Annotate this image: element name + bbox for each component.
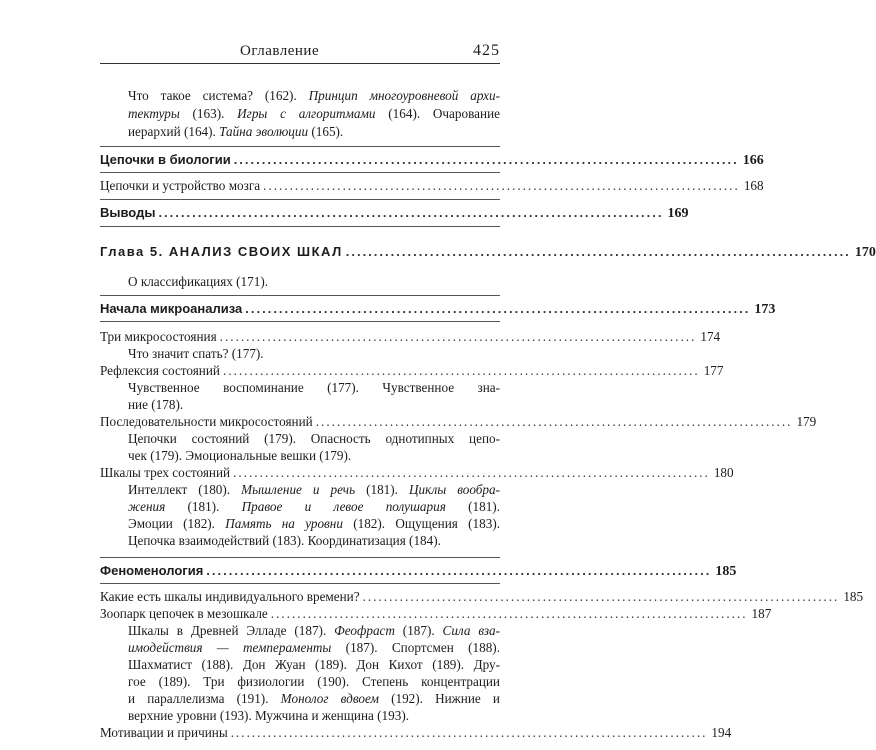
toc-text-line [128, 707, 500, 725]
toc-title: Мотивации и причины [100, 725, 228, 740]
toc-entry-individual-time[interactable]: Какие есть шкалы индивидуального времени? .......................................................................................... 185 [100, 589, 864, 604]
toc-title: Зоопарк цепочек в мезошкале [100, 606, 268, 621]
toc-title: Три микросостояния [100, 329, 217, 344]
text-run: (182). Ощущения (183). [342, 516, 501, 531]
text-run: Шкалы в Древней Элладе (187). [128, 623, 335, 638]
italic-text: Феофраст [334, 623, 395, 638]
toc-entry-three-scales[interactable]: Шкалы трех состояний .......................................................................................... 180 [100, 465, 734, 480]
toc-section-phenomenology[interactable]: Феноменология .......................................................................................... 185 [100, 563, 737, 579]
toc-entry-sequences[interactable]: Последовательности микросостояний .......................................................................................... 179 [100, 414, 817, 429]
toc-title: Выводы [100, 205, 156, 220]
section-rule [100, 321, 500, 322]
toc-section-chains-biology[interactable]: Цепочки в биологии .......................................................................................... 166 [100, 152, 764, 168]
section-rule [100, 295, 500, 296]
page-number: 425 [473, 42, 500, 59]
toc-page: 169 [667, 206, 689, 221]
text-run: Чувственное воспоминание (177). Чувственное зна- [128, 380, 500, 395]
section-rule [100, 226, 500, 227]
section-rule [100, 172, 500, 173]
toc-title: Шкалы трех состояний [100, 465, 231, 480]
text-run: Эмоции (182). [128, 516, 226, 531]
toc-text-line [128, 481, 500, 499]
text-run: (192). Нижние и [378, 691, 500, 706]
toc-text-line [128, 622, 500, 640]
text-run: Что такое система? (162). [128, 88, 309, 103]
toc-chapter-5[interactable]: Глава 5. АНАЛИЗ СВОИХ ШКАЛ .......................................................................................... 170 [100, 244, 876, 260]
text-run: (165). [308, 124, 344, 139]
toc-text-line [128, 656, 500, 674]
italic-text: тектуры [128, 106, 180, 121]
toc-page: 179 [796, 414, 817, 429]
toc-entry-motivations[interactable]: Мотивации и причины .......................................................................................... 194 [100, 725, 732, 740]
toc-text-line [128, 123, 500, 141]
text-run: иерархий (164). [128, 124, 220, 139]
italic-text: Тайна эволюции [219, 124, 309, 139]
toc-title: Начала микроанализа [100, 301, 243, 316]
toc-page: 174 [700, 329, 721, 344]
toc-text-line [128, 87, 500, 105]
toc-page: 166 [742, 153, 764, 168]
text-run: (164). Очарование [375, 106, 500, 121]
toc-text-line [128, 515, 500, 533]
italic-text: Принцип многоуровневой архи- [308, 88, 500, 103]
text-run: (187). [394, 623, 443, 638]
toc-section-conclusions[interactable]: Выводы .......................................................................................... 169 [100, 205, 689, 221]
text-run: ние (178). [128, 397, 184, 412]
toc-text-line [128, 498, 500, 516]
toc-title: Рефлексия состояний [100, 363, 220, 378]
toc-page: 180 [713, 465, 734, 480]
italic-text: Сила вза- [442, 623, 500, 638]
toc-title: Феноменология [100, 563, 204, 578]
text-run: (163). [179, 106, 238, 121]
toc-page: 177 [703, 363, 724, 378]
toc-text-line [128, 379, 500, 397]
italic-text: имодействия — темпераменты [128, 640, 332, 655]
italic-text: Игры с алгоритмами [237, 106, 376, 121]
text-run: Интеллект (180). [128, 482, 242, 497]
toc-page: 173 [754, 302, 776, 317]
text-run: Цепочка взаимодействий (183). Координатизация (184). [128, 533, 441, 548]
running-head-title: Оглавление [240, 43, 320, 59]
toc-entry-reflection[interactable]: Рефлексия состояний .......................................................................................... 177 [100, 363, 724, 378]
italic-text: Циклы вообра- [408, 482, 500, 497]
toc-page: 170 [854, 245, 876, 260]
section-rule [100, 199, 500, 200]
section-rule [100, 146, 500, 147]
text-run: (181). [165, 499, 242, 514]
toc-text-line [128, 430, 500, 448]
text-run: верхние уровни (193). Мужчина и женщина (193). [128, 708, 410, 723]
text-run: (181). [445, 499, 500, 514]
toc-text-sleep: Что значит спать? (177). [128, 346, 264, 361]
text-run: (187). Спортсмен (188). [331, 640, 501, 655]
section-rule [100, 583, 500, 584]
running-head [100, 41, 500, 64]
text-run: (181). [355, 482, 409, 497]
toc-page: 185 [715, 564, 737, 579]
toc-page: 187 [751, 606, 772, 621]
toc-text-line [128, 673, 500, 691]
toc-page: 194 [711, 725, 732, 740]
text-run: гое (189). Три физиологии (190). Степень концентрации [128, 674, 500, 689]
text-run: Шахматист (188). Дон Жуан (189). Дон Кихот (189). Дру- [128, 657, 500, 672]
toc-page: 185 [843, 589, 864, 604]
italic-text: Монолог вдвоем [280, 691, 379, 706]
toc-text-classifications: О классификациях (171). [128, 274, 269, 289]
toc-text-line [128, 690, 500, 708]
toc-entry-chains-brain[interactable]: Цепочки и устройство мозга .......................................................................................... 168 [100, 178, 764, 193]
text-run: Цепочки состояний (179). Опасность однотипных цепо- [128, 431, 500, 446]
toc-entry-zoo[interactable]: Зоопарк цепочек в мезошкале .......................................................................................... 187 [100, 606, 772, 621]
toc-text-line [128, 532, 500, 550]
text-run: и параллелизма (191). [128, 691, 281, 706]
italic-text: Правое и левое полушария [241, 499, 446, 514]
toc-text-line [128, 639, 500, 657]
toc-title: Глава 5. АНАЛИЗ СВОИХ ШКАЛ [100, 244, 343, 259]
italic-text: Мышление и речь [241, 482, 356, 497]
toc-title: Последовательности микросостояний [100, 414, 313, 429]
toc-title: Цепочки и устройство мозга [100, 178, 261, 193]
toc-title: Цепочки в биологии [100, 152, 231, 167]
section-rule [100, 557, 500, 558]
toc-text-line [128, 447, 500, 465]
toc-entry-three-states[interactable]: Три микросостояния .......................................................................................... 174 [100, 329, 721, 344]
toc-text-line [128, 396, 500, 414]
toc-section-microanalysis[interactable]: Начала микроанализа .......................................................................................... 173 [100, 301, 776, 317]
toc-text-line [128, 105, 500, 123]
toc-page: 168 [743, 178, 764, 193]
italic-text: жения [128, 499, 166, 514]
italic-text: Память на уровни [225, 516, 343, 531]
toc-title: Какие есть шкалы индивидуального времени? [100, 589, 360, 604]
text-run: чек (179). Эмоциональные вешки (179). [128, 448, 352, 463]
